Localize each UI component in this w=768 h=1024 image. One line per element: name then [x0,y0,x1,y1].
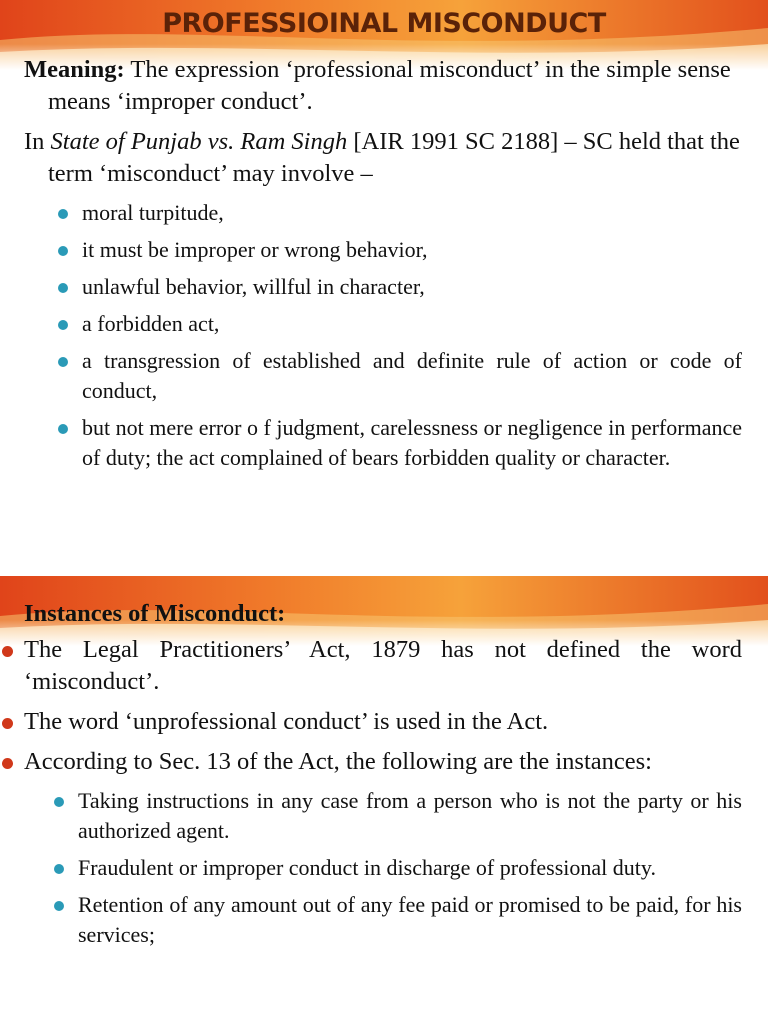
bullet-icon [54,901,64,911]
case-text: [AIR 1991 SC 2188] – SC held that the term ‘misconduct’ may involve – [48,128,740,187]
section13-list [50,786,742,950]
list-item [0,706,742,738]
list-item [54,309,742,339]
bullet-icon [58,320,68,330]
bullet-icon [58,283,68,293]
list-item-text: Taking instructions in any case from a person who is not the party or his authorized agent. [78,788,742,843]
list-item [0,634,742,698]
list-item [50,853,742,883]
list-item-text: moral turpitude, [82,200,224,225]
slide-2-body [24,598,742,957]
list-item [54,272,742,302]
list-item [50,786,742,846]
meaning-label: Meaning: [24,56,125,83]
case-name: State of Punjab vs. Ram Singh [50,128,348,155]
case-paragraph [24,126,742,190]
list-item [50,890,742,950]
list-item-text: unlawful behavior, willful in character, [82,274,425,299]
bullet-icon [2,758,13,769]
bullet-icon [54,797,64,807]
meaning-paragraph [24,54,742,118]
bullet-icon [58,424,68,434]
bullet-icon [58,246,68,256]
list-item [0,746,742,778]
list-item-text: The Legal Practitioners’ Act, 1879 has not defined the word ‘misconduct’. [24,636,742,695]
list-item [54,235,742,265]
bullet-icon [2,718,13,729]
list-item [54,413,742,473]
list-item-text: it must be improper or wrong behavior, [82,237,428,262]
list-item-text: The word ‘unprofessional conduct’ is used in the Act. [24,708,549,735]
misconduct-list [54,198,742,473]
instances-list [0,634,742,778]
slide-title: PROFESSIOINAL MISCONDUCT [162,8,606,39]
list-item-text: Fraudulent or improper conduct in discharge of professional duty. [78,855,656,880]
section-heading: Instances of Misconduct: [24,600,286,627]
case-prefix: In [24,128,51,155]
list-item-text: a forbidden act, [82,311,220,336]
meaning-text: The expression ‘professional misconduct’ in the simple sense means ‘improper conduct’. [48,56,731,115]
bullet-icon [58,357,68,367]
list-item-text: Retention of any amount out of any fee paid or promised to be paid, for his services; [78,892,742,947]
list-item-text: but not mere error o f judgment, carelessness or negligence in performance of duty; the act complained of bears forbidden quality or character. [82,415,742,470]
slide-1-body [24,54,742,480]
list-item-text: a transgression of established and definite rule of action or code of conduct, [82,348,742,403]
slide-2 [0,512,768,1024]
list-item-text: According to Sec. 13 of the Act, the following are the instances: [24,748,652,775]
bullet-icon [54,864,64,874]
bullet-icon [2,646,13,657]
list-item [54,346,742,406]
list-item [54,198,742,228]
bullet-icon [58,209,68,219]
